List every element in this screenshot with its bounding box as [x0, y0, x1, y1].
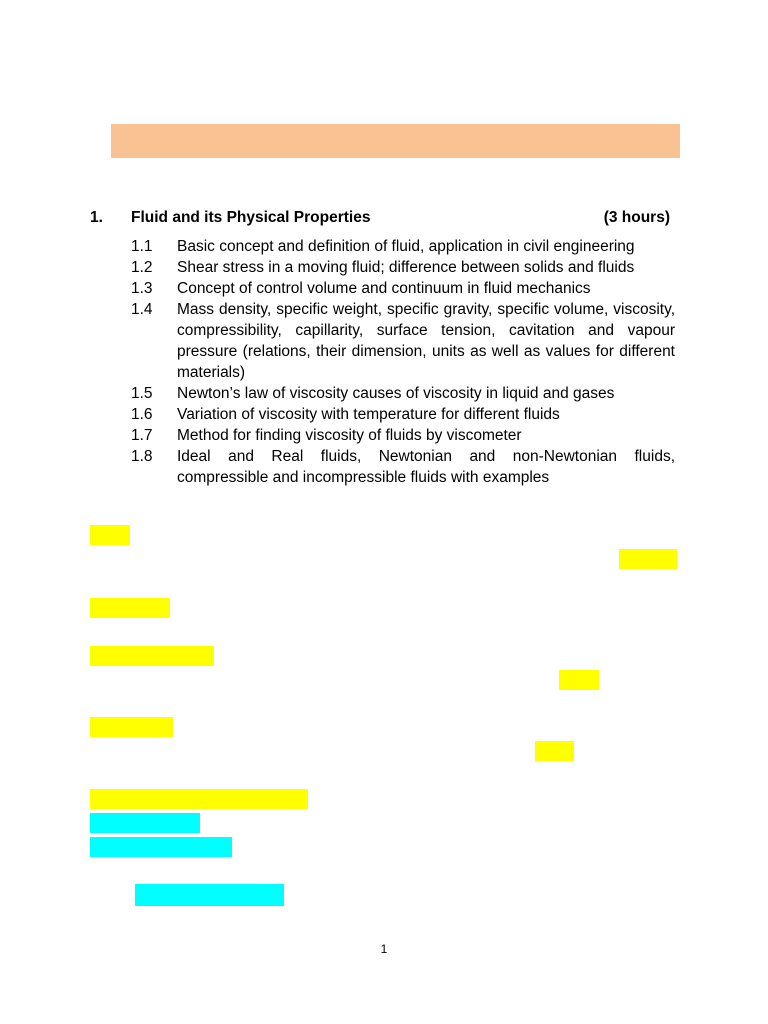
list-item: [131, 299, 676, 383]
yellow-highlight-block: [90, 789, 308, 809]
item-text: Concept of control volume and continuum in fluid mechanics: [177, 280, 591, 297]
yellow-highlight-block: [90, 598, 170, 618]
yellow-highlight-block: [90, 525, 130, 545]
yellow-highlight-block: [619, 549, 677, 569]
item-number: 1.4: [131, 301, 153, 318]
list-item: [131, 446, 676, 488]
section-hours: (3 hours): [603, 209, 670, 226]
item-text: Variation of viscosity with temperature for different fluids: [177, 406, 560, 423]
list-item: [131, 257, 676, 278]
item-number: 1.3: [131, 280, 153, 297]
yellow-highlight-block: [559, 670, 599, 690]
page-number: 1: [380, 942, 388, 956]
section-number: 1.: [90, 209, 103, 226]
item-number: 1.6: [131, 406, 153, 423]
yellow-highlight-block: [535, 741, 574, 761]
cyan-highlight-block: [90, 813, 200, 833]
item-number: 1.7: [131, 427, 153, 444]
list-item: [131, 425, 676, 446]
item-text: Mass density, specific weight, specific gravity, specific volume, viscosity, compressibility, capillarity, surface tension, cavitation and vapour pressure (relations, their dimension, units as well as values for different materials): [177, 301, 675, 381]
list-item: [131, 236, 676, 257]
item-text: Shear stress in a moving fluid; difference between solids and fluids: [177, 259, 635, 276]
item-text: Method for finding viscosity of fluids by viscometer: [177, 427, 522, 444]
item-text: Newton’s law of viscosity causes of viscosity in liquid and gases: [177, 385, 615, 402]
cyan-highlight-block: [90, 837, 232, 857]
section-heading: [90, 209, 670, 233]
item-text: Basic concept and definition of fluid, application in civil engineering: [177, 238, 635, 255]
yellow-highlight-block: [90, 717, 173, 737]
yellow-highlight-block: [90, 646, 214, 666]
list-item: [131, 404, 676, 425]
cyan-highlight-block: [135, 884, 284, 906]
item-number: 1.8: [131, 448, 153, 465]
item-text: Ideal and Real fluids, Newtonian and non-Newtonian fluids, compressible and incompressible fluids with examples: [177, 448, 675, 486]
item-number: 1.5: [131, 385, 153, 402]
item-number: 1.1: [131, 238, 153, 255]
list-item: [131, 383, 676, 404]
section-title: Fluid and its Physical Properties: [131, 209, 371, 226]
list-item: [131, 278, 676, 299]
section-banner: [111, 124, 680, 158]
item-number: 1.2: [131, 259, 153, 276]
